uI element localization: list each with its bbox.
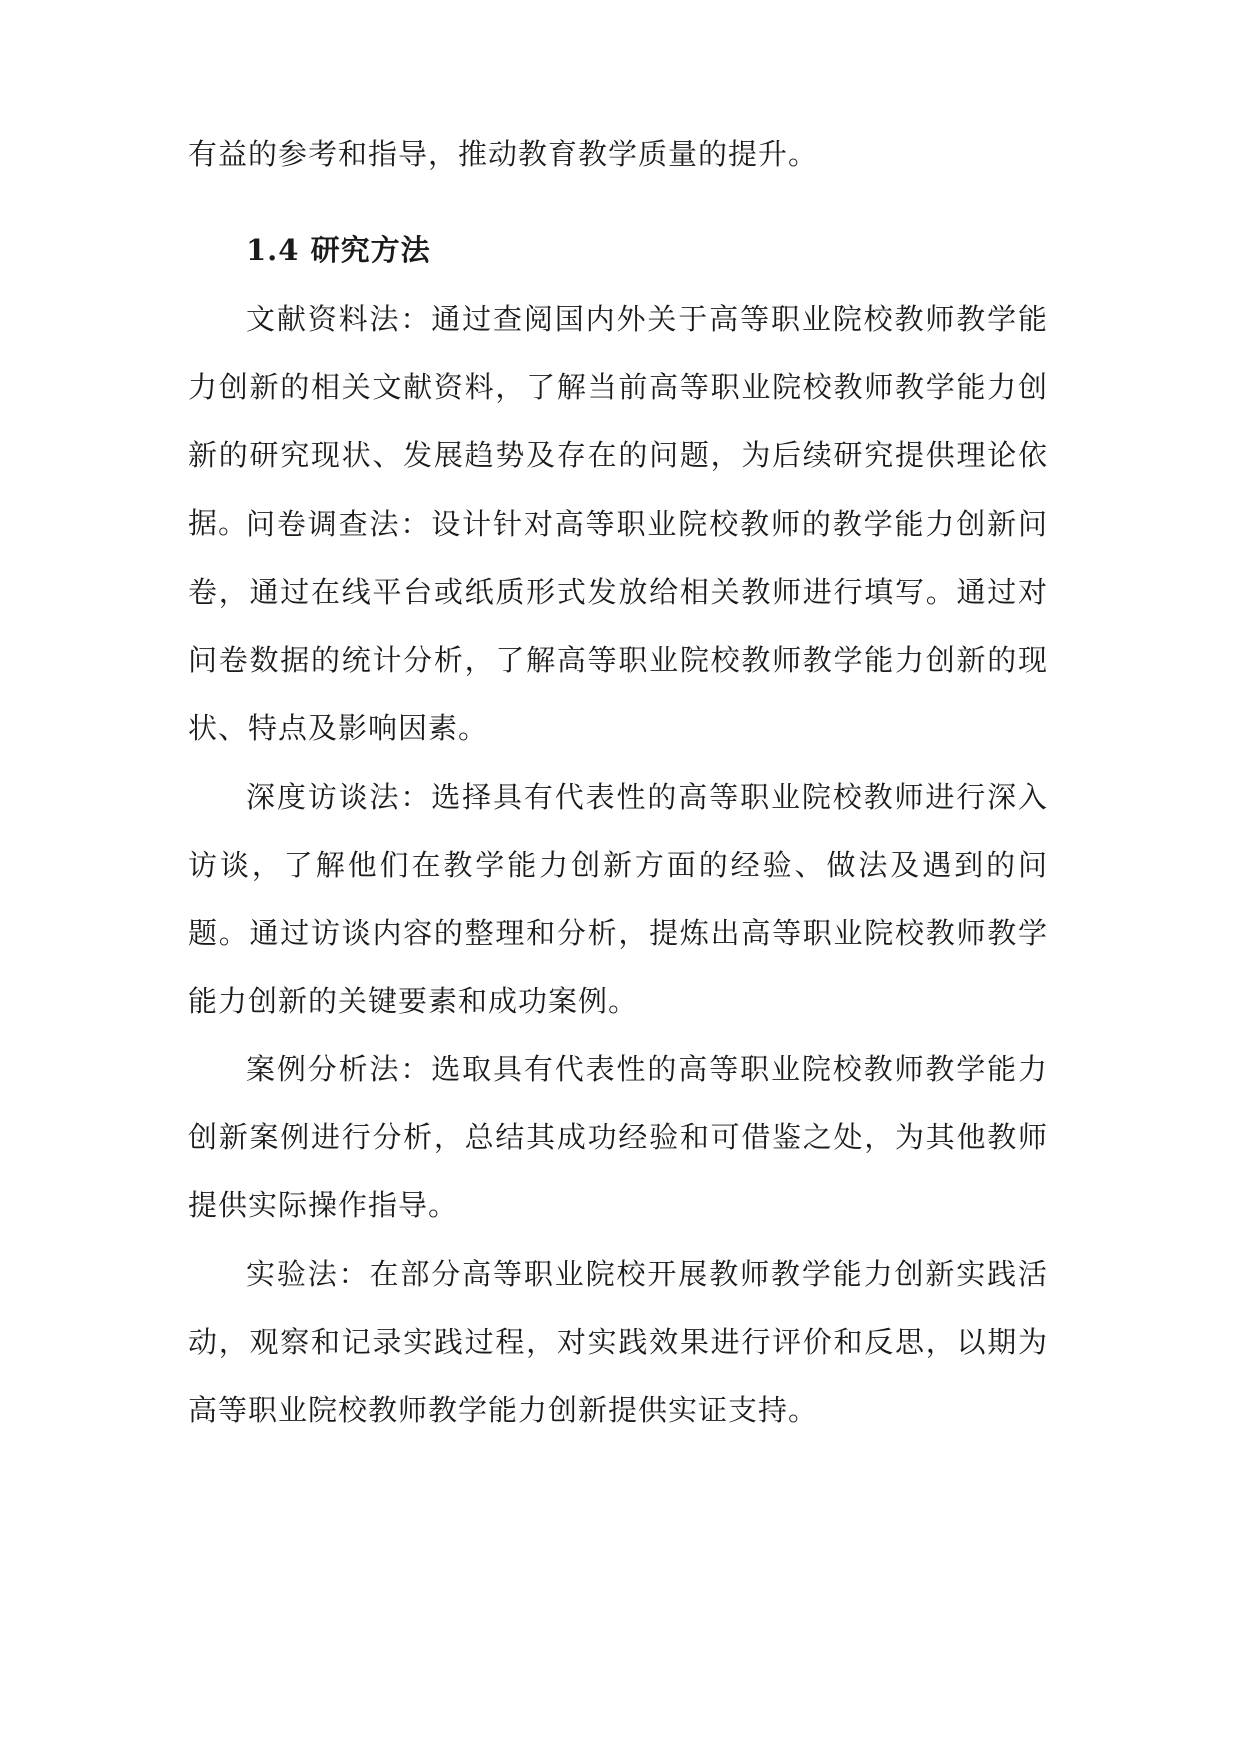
section-heading: [246, 230, 431, 270]
paragraph-literature-method: 文献资料法：通过查阅国内外关于高等职业院校教师教学能力创新的相关文献资料，了解当前高等职业院校教师教学能力创新的研究现状、发展趋势及存在的问题，为后续研究提供理论依据。: [188, 302, 1048, 540]
section-number: 1.4: [246, 233, 300, 267]
section-title: 研究方法: [310, 233, 431, 267]
paragraph-case-analysis-method: 案例分析法：选取具有代表性的高等职业院校教师教学能力创新案例进行分析，总结其成功经验和可借鉴之处，为其他教师提供实际操作指导。: [188, 1052, 1048, 1222]
continuation-paragraph: 有益的参考和指导，推动教育教学质量的提升。: [188, 137, 819, 171]
paragraph-interview-method: 深度访谈法：选择具有代表性的高等职业院校教师进行深入访谈，了解他们在教学能力创新方面的经验、做法及遇到的问题。通过访谈内容的整理和分析，提炼出高等职业院校教师教学能力创新的关键要素和成功案例。: [188, 780, 1048, 1018]
paragraph-experiment-method: 实验法：在部分高等职业院校开展教师教学能力创新实践活动，观察和记录实践过程，对实践效果进行评价和反思，以期为高等职业院校教师教学能力创新提供实证支持。: [188, 1257, 1048, 1427]
paragraph-questionnaire-method: 问卷调查法：设计针对高等职业院校教师的教学能力创新问卷，通过在线平台或纸质形式发放给相关教师进行填写。通过对问卷数据的统计分析，了解高等职业院校教师教学能力创新的现状、特点及影响因素。: [188, 507, 1048, 745]
